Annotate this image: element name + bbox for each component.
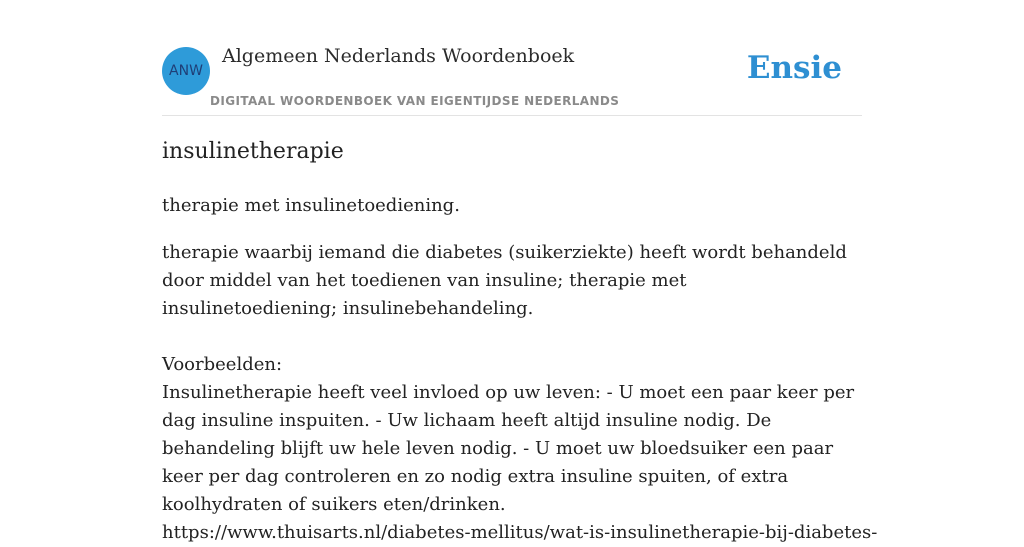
logo-text: ANW — [169, 63, 203, 79]
long-definition: therapie waarbij iemand die diabetes (suikerziekte) heeft wordt behandeld door middel van het toedienen van insuline; therapie met insulinetoediening; insulinebehandeling. — [162, 242, 847, 319]
examples-label: Voorbeelden: — [162, 354, 283, 375]
entry-title: insulinetherapie — [162, 139, 344, 164]
site-title[interactable]: Algemeen Nederlands Woordenboek — [222, 45, 575, 67]
site-tagline: DIGITAAL WOORDENBOEK VAN EIGENTIJDSE NEDERLANDS — [210, 94, 620, 108]
example-block — [162, 379, 878, 547]
anw-logo[interactable] — [162, 47, 210, 95]
content-container — [162, 0, 878, 543]
ensie-brand-link[interactable]: Ensie — [746, 50, 842, 86]
short-definition: therapie met insulinetoediening. — [162, 195, 460, 216]
example-text: Insulinetherapie heeft veel invloed op uw leven: - U moet een paar keer per dag insuline inspuiten. - Uw lichaam heeft altijd insuline nodig. De behandeling blijft uw hele leven nodig. - U moet uw bloedsuiker een paar keer per dag controleren en zo nodig extra insuline spuiten, of extra koolhydraten of suikers eten/drinken. — [162, 382, 855, 515]
site-header — [162, 0, 862, 116]
example-source-link[interactable]: https://www.thuisarts.nl/diabetes-mellitus/wat-is-insulinetherapie-bij-diabetes- — [162, 522, 878, 543]
